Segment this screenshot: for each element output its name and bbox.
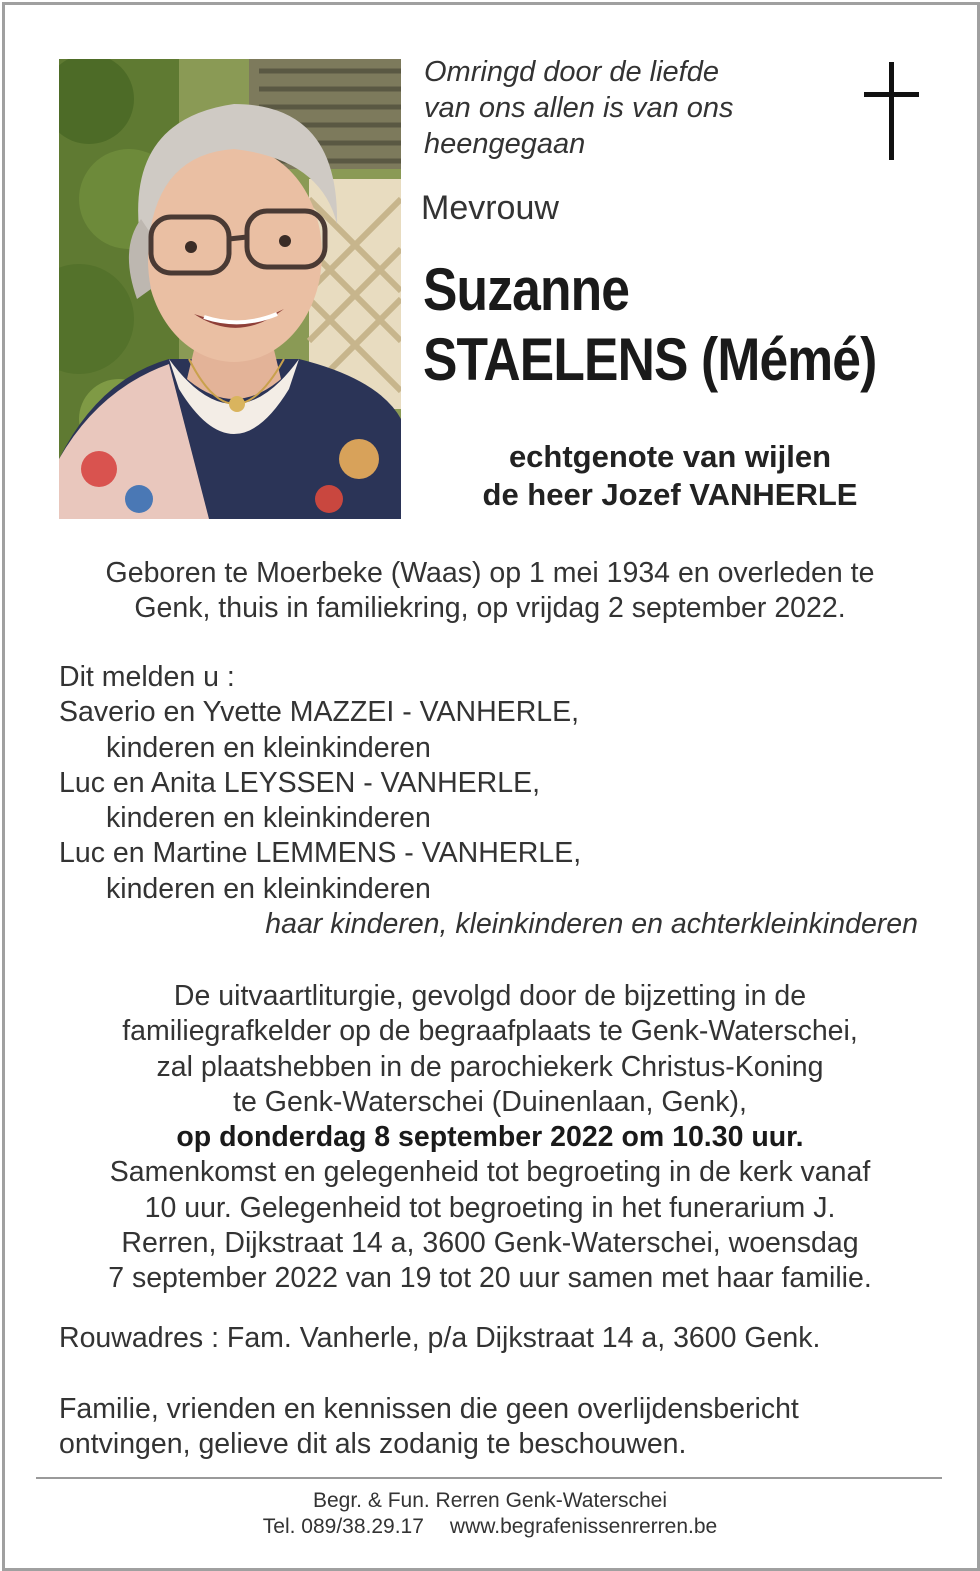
visitation-line: Samenkomst en gelegenheid tot begroeting in de kerk vanaf <box>109 1156 871 1189</box>
deceased-name <box>423 255 887 395</box>
notice-line: Familie, vrienden en kennissen die geen overlijdensbericht <box>59 1393 799 1425</box>
funeral-line: zal plaatshebben in de parochiekerk Christus-Koning <box>156 1050 824 1083</box>
family-entry: Luc en Anita LEYSSEN - VANHERLE, <box>59 766 541 799</box>
website-link[interactable]: www.begrafenissenrerren.be <box>449 1515 718 1538</box>
first-name: Suzanne <box>423 256 630 323</box>
family-entry: Saverio en Yvette MAZZEI - VANHERLE, <box>59 696 580 729</box>
funeral-line: De uitvaartliturgie, gevolgd door de bijzetting in de <box>173 980 807 1012</box>
funeral-line: familiegrafkelder op de begraafplaats te Genk-Waterschei, <box>122 1015 858 1048</box>
visitation-line: 10 uur. Gelegenheid tot begroeting in het funerarium J. <box>144 1191 836 1224</box>
visitation-line: Rerren, Dijkstraat 14 a, 3600 Genk-Waterschei, woensdag <box>121 1227 859 1260</box>
spouse-line: echtgenote van wijlen <box>508 439 832 474</box>
funeral-date: op donderdag 8 september 2022 om 10.30 uur. <box>176 1121 804 1154</box>
intro-line: heengegaan <box>424 128 586 160</box>
intro-line: van ons allen is van ons <box>424 92 734 124</box>
last-name: STAELENS (Mémé) <box>423 326 877 393</box>
visitation-line: 7 september 2022 van 19 tot 20 uur samen met haar familie. <box>108 1262 872 1295</box>
phone-number: Tel. 089/38.29.17 <box>262 1515 424 1538</box>
family-entry-sub: kinderen en kleinkinderen <box>106 802 431 835</box>
notice-line: ontvingen, gelieve dit als zodanig te beschouwen. <box>59 1428 687 1460</box>
funeral-details <box>20 979 960 1297</box>
family-list <box>59 660 929 942</box>
contact-line <box>0 1514 980 1540</box>
notice-text <box>59 1392 939 1462</box>
mourning-address: Rouwadres : Fam. Vanherle, p/a Dijkstraat 14 a, 3600 Genk. <box>59 1322 821 1354</box>
family-entry: Luc en Martine LEMMENS - VANHERLE, <box>59 837 582 870</box>
intro-text <box>424 54 844 162</box>
intro-line: Omringd door de liefde <box>424 56 719 88</box>
footer-divider <box>36 1477 942 1479</box>
family-entry-sub: kinderen en kleinkinderen <box>106 872 431 905</box>
portrait-photo <box>59 59 401 519</box>
cross-icon <box>860 62 922 160</box>
born-line: Geboren te Moerbeke (Waas) op 1 mei 1934 en overleden te <box>105 557 875 589</box>
birth-death-info <box>40 556 940 626</box>
funeral-line: te Genk-Waterschei (Duinenlaan, Genk), <box>233 1085 747 1118</box>
honorific-title: Mevrouw <box>421 189 559 227</box>
family-entry-sub: kinderen en kleinkinderen <box>106 731 431 764</box>
born-line: Genk, thuis in familiekring, op vrijdag 2 september 2022. <box>134 592 846 624</box>
announce-line: Dit melden u : <box>59 661 235 693</box>
spouse-line: de heer Jozef VANHERLE <box>482 477 858 512</box>
grandchildren-line: haar kinderen, kleinkinderen en achterkleinkinderen <box>265 908 918 941</box>
spouse-info <box>410 438 930 514</box>
funeral-home-name: Begr. & Fun. Rerren Genk-Waterschei <box>312 1489 668 1512</box>
footer <box>0 1488 980 1540</box>
